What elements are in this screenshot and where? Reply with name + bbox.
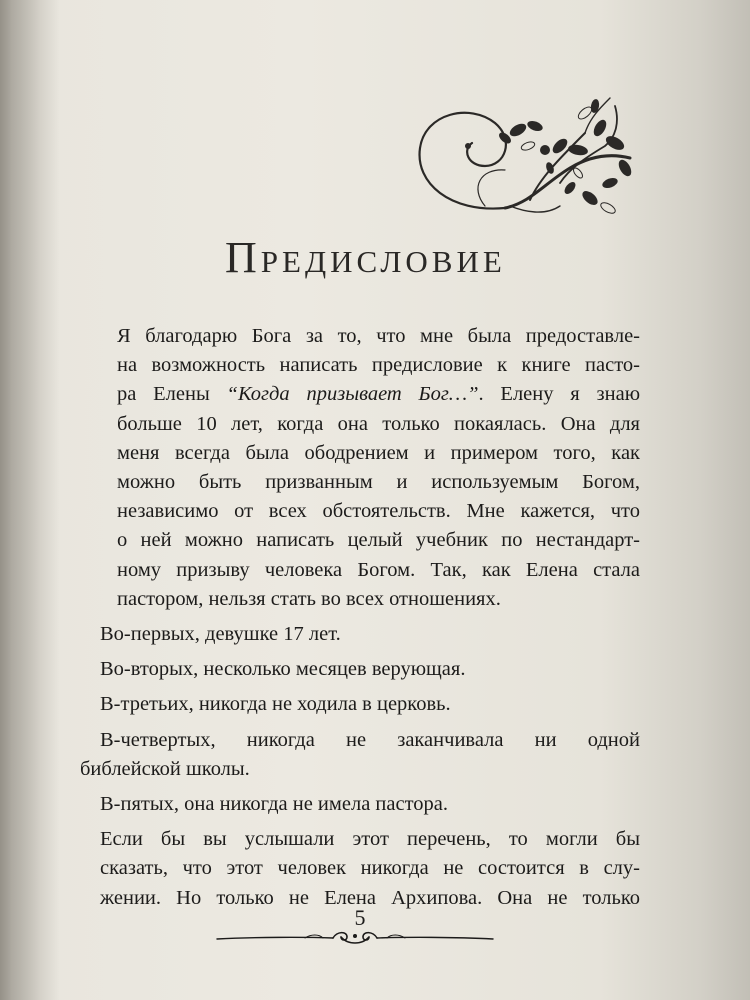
paragraph: [80, 825, 640, 913]
text-line: библейской школы.: [80, 757, 250, 780]
paragraph: [80, 790, 640, 819]
text-line: пастором, нельзя стать во всех отношениях.: [117, 587, 501, 610]
text-line: можно быть призванным и используемым Богом,: [117, 471, 640, 494]
text-line: Я благодарю Бога за то, что мне была предоставле-: [117, 325, 640, 347]
paragraph: [80, 690, 640, 719]
paragraph: [80, 322, 640, 614]
text-line: Если бы вы услышали этот перечень, то могли бы: [100, 828, 640, 851]
text-line: меня всегда была ободрением и примером того, как: [117, 441, 640, 464]
text-line: жении. Но только не Елена Архипова. Она не только: [100, 886, 640, 909]
text-line: Во-первых, девушке 17 лет.: [100, 623, 341, 646]
chapter-heading: Предисловие: [225, 233, 506, 282]
text-segment: . Елену я знаю: [478, 383, 641, 406]
text-line: независимо от всех обстоятельств. Мне кажется, что: [117, 500, 640, 523]
book-gutter-shadow: [0, 0, 60, 1000]
page-number: 5: [354, 905, 366, 930]
text-line: В-пятых, она никогда не имела пастора.: [100, 793, 448, 816]
text-line: сказать, что этот человек никогда не состоится в слу-: [100, 857, 640, 880]
text-line: на возможность написать предисловие к книге пасто-: [117, 354, 640, 377]
text-line: В-третьих, никогда не ходила в церковь.: [100, 693, 451, 716]
paragraph: [80, 655, 640, 684]
paragraph: [80, 620, 640, 649]
footer-flourish-icon: [215, 925, 495, 947]
text-line: Во-вторых, несколько месяцев верующая.: [100, 658, 466, 681]
text-line: В-четвертых, никогда не заканчивала ни одной: [100, 728, 640, 751]
book-title: “Когда призывает Бог…”: [226, 383, 479, 406]
text-line: о ней можно написать целый учебник по нестандарт-: [117, 529, 640, 552]
text-line: больше 10 лет, когда она только покаялась. Она для: [117, 412, 640, 435]
body-text: [80, 322, 640, 919]
text-line: [80, 380, 640, 409]
text-line: ному призыву человека Богом. Так, как Елена стала: [117, 558, 640, 581]
paragraph: [80, 726, 640, 784]
text-segment: ра Елены: [117, 383, 227, 406]
floral-ornament-icon: [410, 88, 640, 238]
